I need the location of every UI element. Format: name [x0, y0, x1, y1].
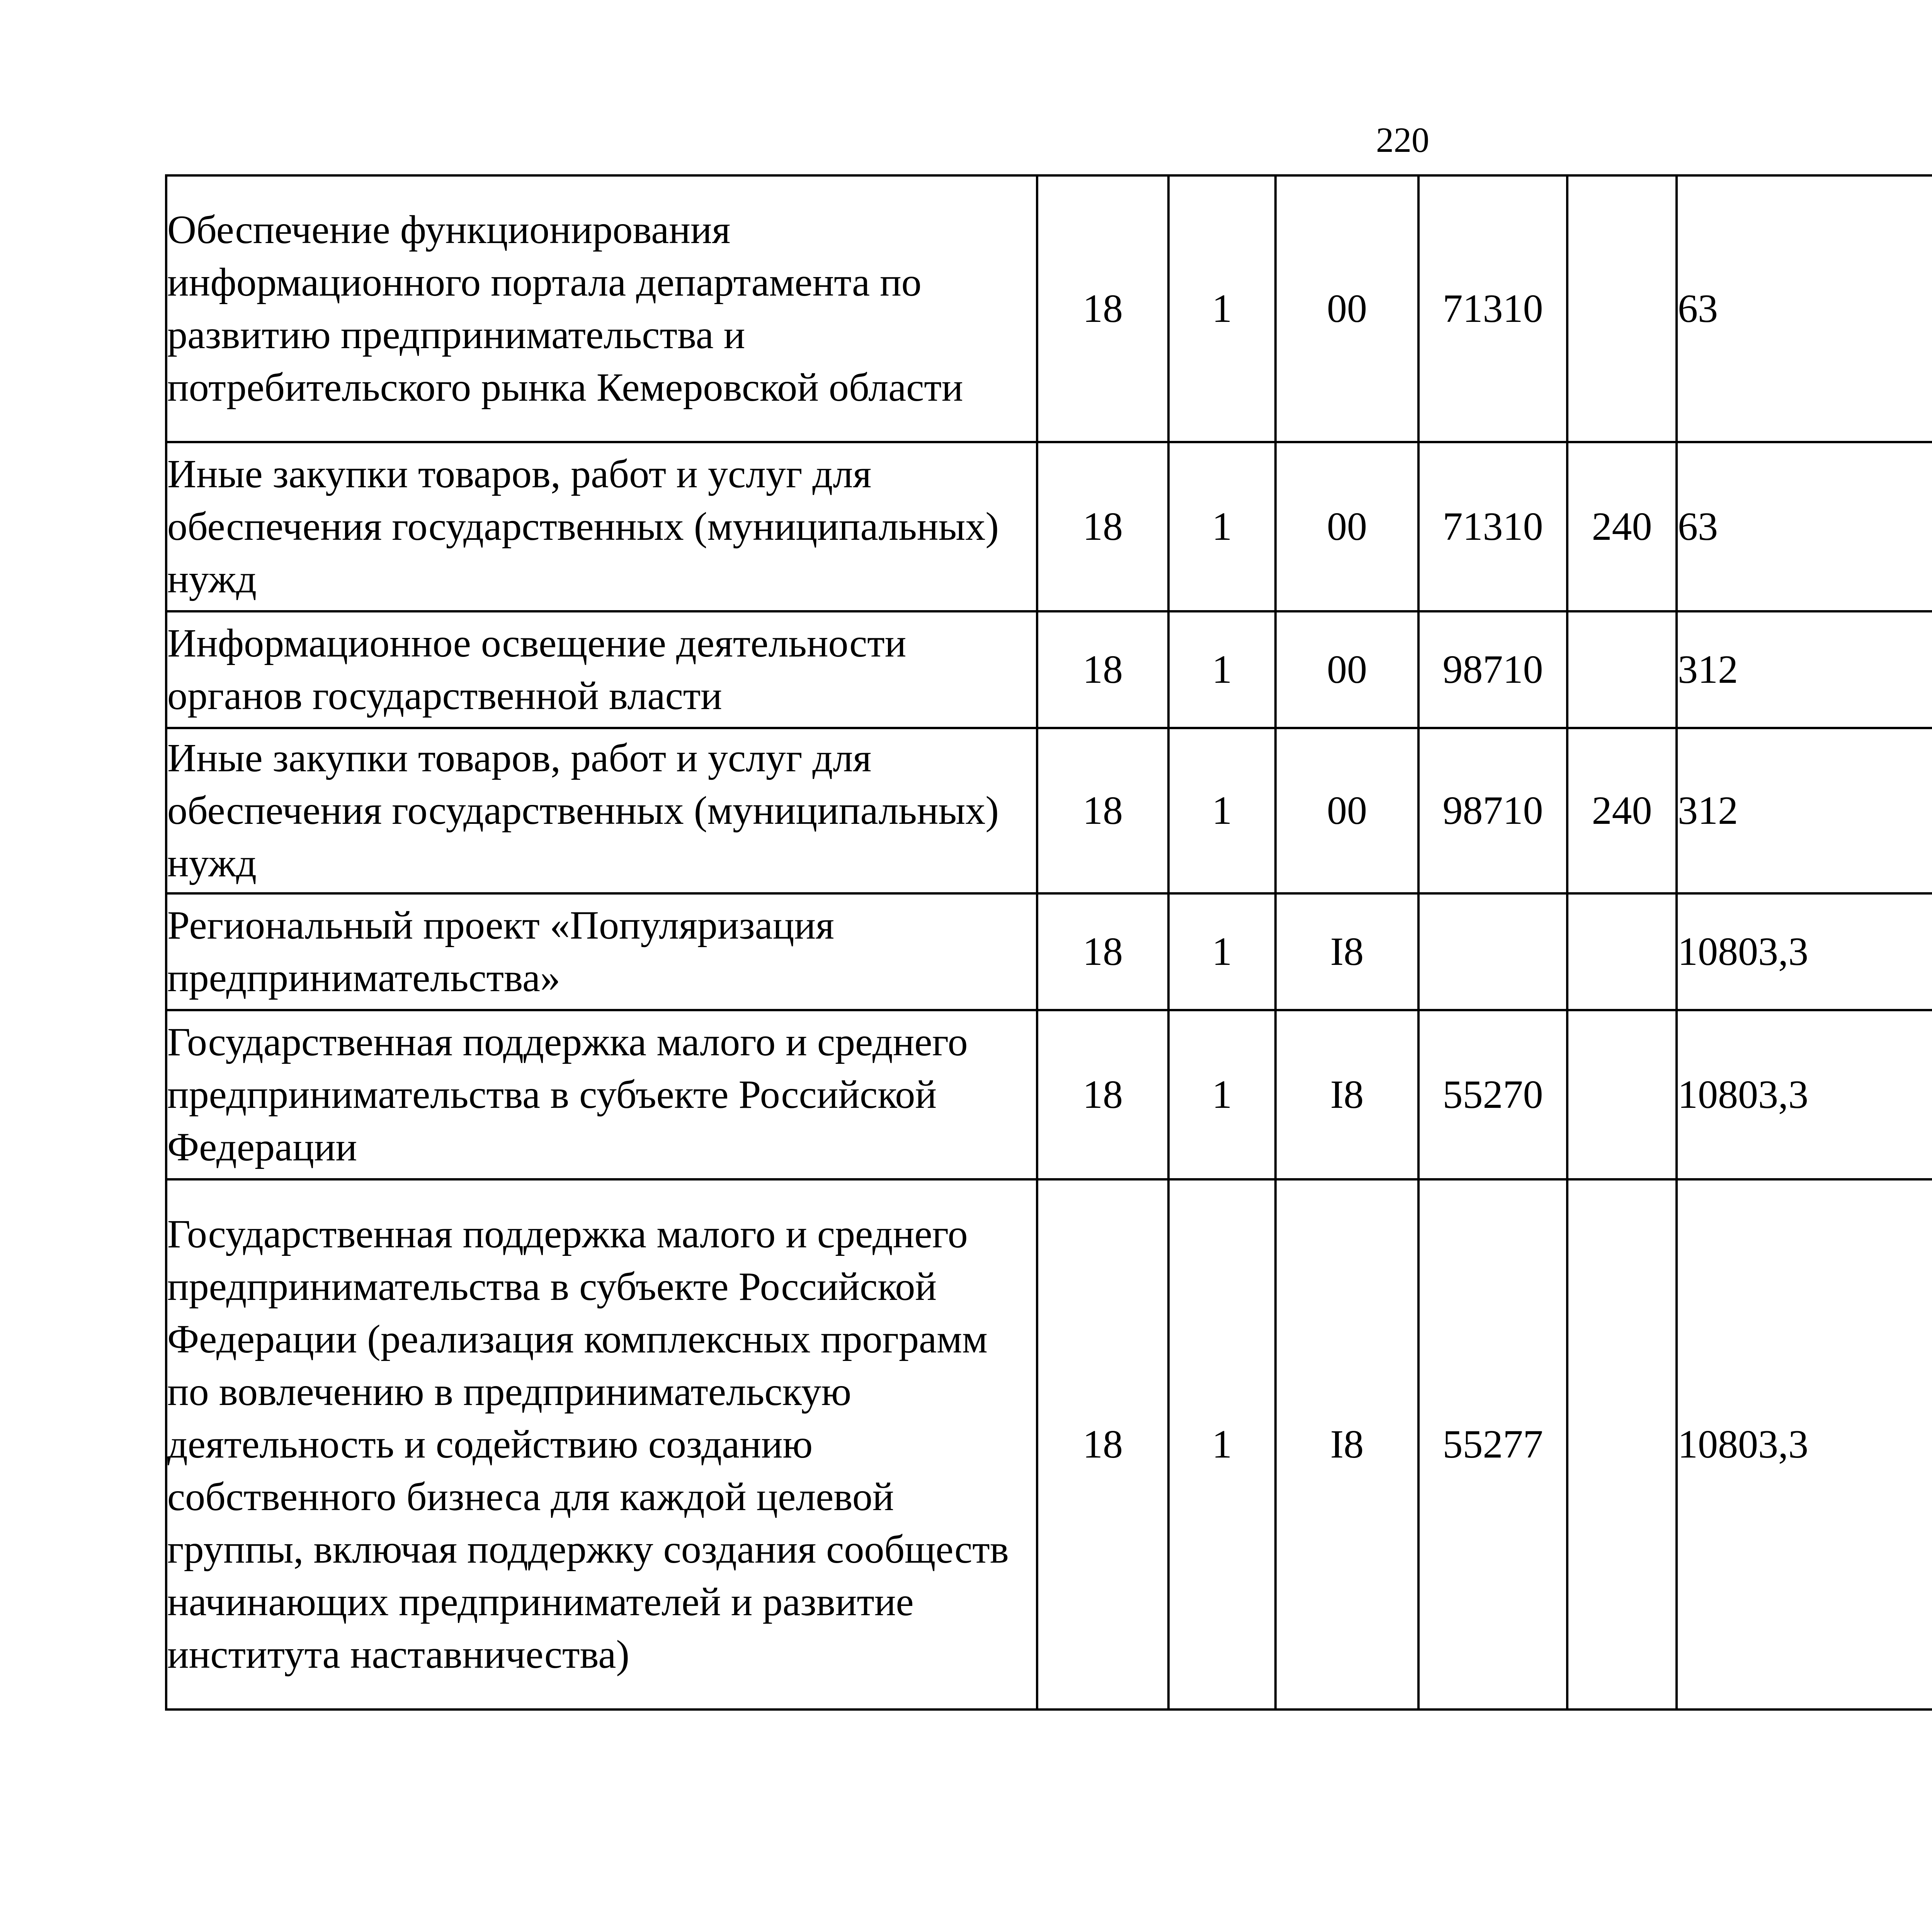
code-4: 55277 [1418, 1179, 1567, 1709]
table-row [166, 1010, 1932, 1179]
table-row [166, 1179, 1932, 1709]
code-1: 18 [1037, 611, 1168, 728]
code-4: 71310 [1418, 442, 1567, 611]
code-3: 00 [1276, 611, 1418, 728]
code-5 [1567, 175, 1677, 442]
code-1: 18 [1037, 1010, 1168, 1179]
row-name: Государственная поддержка малого и среднего предпринимательства в субъекте Российской Федерации [166, 1010, 1037, 1179]
code-3: I8 [1276, 1010, 1418, 1179]
amount-1: 63 [1677, 442, 1932, 611]
amount-1: 10803,3 [1677, 893, 1932, 1010]
code-1: 18 [1037, 893, 1168, 1010]
code-2: 1 [1168, 442, 1276, 611]
code-4: 55270 [1418, 1010, 1567, 1179]
code-2: 1 [1168, 175, 1276, 442]
code-2: 1 [1168, 1010, 1276, 1179]
code-2: 1 [1168, 893, 1276, 1010]
code-2: 1 [1168, 1179, 1276, 1709]
code-2: 1 [1168, 728, 1276, 893]
code-1: 18 [1037, 728, 1168, 893]
code-3: 00 [1276, 442, 1418, 611]
code-1: 18 [1037, 1179, 1168, 1709]
code-4: 98710 [1418, 728, 1567, 893]
code-3: 00 [1276, 175, 1418, 442]
row-name: Государственная поддержка малого и среднего предпринимательства в субъекте Российской Федерации (реализация комплексных программ по вовлечению в предпринимательскую деятельность и содействию созданию собственного бизнеса для каждой целевой группы, включая поддержку создания сообществ начинающих предпринимателей и развитие института наставничества) [166, 1179, 1037, 1709]
amount-1: 63 [1677, 175, 1932, 442]
code-2: 1 [1168, 611, 1276, 728]
code-1: 18 [1037, 442, 1168, 611]
amount-1: 10803,3 [1677, 1179, 1932, 1709]
code-3: I8 [1276, 893, 1418, 1010]
code-5 [1567, 1179, 1677, 1709]
code-3: 00 [1276, 728, 1418, 893]
code-5: 240 [1567, 728, 1677, 893]
amount-1: 312 [1677, 611, 1932, 728]
code-3: I8 [1276, 1179, 1418, 1709]
row-name: Обеспечение функционирования информационного портала департамента по развитию предпринимательства и потребительского рынка Кемеровской области [166, 175, 1037, 442]
page-number: 220 [1376, 120, 1429, 160]
amount-1: 312 [1677, 728, 1932, 893]
row-name: Иные закупки товаров, работ и услуг для обеспечения государственных (муниципальных) нужд [166, 442, 1037, 611]
budget-table [165, 174, 1932, 1711]
code-1: 18 [1037, 175, 1168, 442]
code-5 [1567, 1010, 1677, 1179]
table-row [166, 611, 1932, 728]
table-row [166, 728, 1932, 893]
row-name: Иные закупки товаров, работ и услуг для обеспечения государственных (муниципальных) нужд [166, 728, 1037, 893]
amount-1: 10803,3 [1677, 1010, 1932, 1179]
code-4 [1418, 893, 1567, 1010]
table-row [166, 442, 1932, 611]
code-4: 71310 [1418, 175, 1567, 442]
code-5 [1567, 611, 1677, 728]
row-name: Информационное освещение деятельности органов государственной власти [166, 611, 1037, 728]
table-row [166, 893, 1932, 1010]
code-5 [1567, 893, 1677, 1010]
code-4: 98710 [1418, 611, 1567, 728]
table-row [166, 175, 1932, 442]
code-5: 240 [1567, 442, 1677, 611]
row-name: Региональный проект «Популяризация предпринимательства» [166, 893, 1037, 1010]
